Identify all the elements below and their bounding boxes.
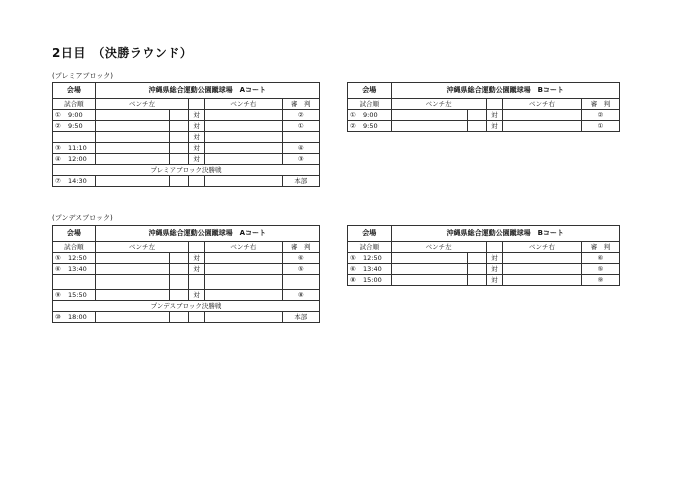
match-order-cell — [348, 121, 392, 132]
bench-right-cell — [503, 253, 582, 264]
bench-right-cell — [205, 264, 282, 275]
venue-name-cell: 沖縄県総合運動公園蹴球場 Aコート — [95, 226, 319, 242]
match-time: 13:40 — [68, 264, 87, 273]
premier-court-b-table — [347, 82, 620, 132]
bench-right-cell — [503, 110, 582, 121]
bench-left-score-cell — [170, 253, 189, 264]
bench-right-cell — [205, 312, 282, 323]
referee-cell: ② — [282, 110, 319, 121]
vs-cell: 対 — [189, 290, 205, 301]
order-header: 試合順 — [348, 242, 392, 253]
match-number: ⑥ — [55, 264, 61, 273]
bench-right-header: ベンチ右 — [205, 242, 282, 253]
bench-left-score-cell — [170, 143, 189, 154]
bundes-block-label: (プンデスブロック) — [52, 214, 113, 222]
vs-cell — [189, 275, 205, 290]
bench-right-cell — [205, 132, 282, 143]
match-row — [53, 275, 320, 290]
referee-cell: ④ — [282, 143, 319, 154]
match-order-cell — [53, 110, 96, 121]
final-label-row — [53, 301, 320, 312]
venue-row — [348, 226, 620, 242]
match-row — [53, 143, 320, 154]
vs-cell: 対 — [189, 154, 205, 165]
referee-cell: ⑨ — [581, 275, 619, 286]
bench-left-cell — [391, 264, 467, 275]
referee-cell: ② — [581, 110, 619, 121]
final-label-row — [53, 165, 320, 176]
premier-court-a-table — [52, 82, 320, 187]
bench-left-cell — [95, 143, 170, 154]
bench-right-cell — [205, 143, 282, 154]
bench-right-cell — [205, 275, 282, 290]
match-order-cell — [53, 143, 96, 154]
match-row — [348, 264, 620, 275]
bench-right-cell — [205, 121, 282, 132]
column-header-row — [53, 99, 320, 110]
vs-cell — [189, 312, 205, 323]
match-row — [348, 121, 620, 132]
column-header-row — [53, 242, 320, 253]
final-label-cell: プレミアブロック決勝戦 — [53, 165, 320, 176]
match-order-cell — [53, 121, 96, 132]
vs-cell: 対 — [486, 275, 502, 286]
match-number: ① — [350, 110, 356, 119]
match-order-cell — [53, 154, 96, 165]
match-row — [53, 253, 320, 264]
match-time: 15:00 — [363, 275, 382, 284]
venue-row — [348, 83, 620, 99]
vs-cell: 対 — [189, 143, 205, 154]
bench-right-header: ベンチ右 — [205, 99, 282, 110]
match-time: 14:30 — [68, 176, 87, 185]
vs-cell: 対 — [189, 132, 205, 143]
match-number: ② — [350, 121, 356, 130]
referee-cell: 本部 — [282, 176, 319, 187]
match-order-cell — [53, 264, 96, 275]
referee-header: 審 判 — [581, 99, 619, 110]
bench-right-header: ベンチ右 — [503, 242, 582, 253]
bundes-court-b-table — [347, 225, 620, 286]
referee-cell: ⑤ — [581, 264, 619, 275]
match-row — [53, 110, 320, 121]
bench-left-header: ベンチ左 — [95, 242, 188, 253]
match-row — [53, 132, 320, 143]
venue-header-cell: 会場 — [53, 226, 96, 242]
match-number: ⑦ — [55, 176, 61, 185]
venue-name-cell: 沖縄県総合運動公園蹴球場 Bコート — [391, 226, 619, 242]
vs-cell: 対 — [189, 253, 205, 264]
order-header: 試合順 — [53, 242, 96, 253]
match-order-cell — [53, 275, 96, 290]
referee-cell: ⑥ — [581, 253, 619, 264]
match-time: 9:50 — [363, 121, 378, 130]
bench-left-cell — [95, 275, 170, 290]
final-match-row — [53, 176, 320, 187]
vs-cell — [189, 176, 205, 187]
match-order-cell — [53, 132, 96, 143]
bench-right-cell — [205, 176, 282, 187]
bench-left-score-cell — [467, 110, 486, 121]
column-header-row — [348, 242, 620, 253]
vs-cell: 対 — [486, 110, 502, 121]
bench-left-cell — [391, 253, 467, 264]
match-order-cell — [348, 110, 392, 121]
bench-left-cell — [95, 312, 170, 323]
bench-left-cell — [391, 110, 467, 121]
match-number: ② — [55, 121, 61, 130]
match-order-cell — [53, 253, 96, 264]
vs-header-blank — [486, 99, 502, 110]
venue-name-cell: 沖縄県総合運動公園蹴球場 Aコート — [95, 83, 319, 99]
venue-header-cell: 会場 — [53, 83, 96, 99]
vs-cell: 対 — [189, 110, 205, 121]
bench-left-score-cell — [170, 176, 189, 187]
bench-right-header: ベンチ右 — [503, 99, 582, 110]
match-time: 12:50 — [68, 253, 87, 262]
match-row — [348, 275, 620, 286]
bench-right-cell — [205, 154, 282, 165]
match-order-cell — [53, 290, 96, 301]
match-time: 12:00 — [68, 154, 87, 163]
bench-left-score-cell — [170, 154, 189, 165]
match-number: ③ — [55, 143, 61, 152]
bench-left-header: ベンチ左 — [95, 99, 188, 110]
referee-cell: ⑥ — [282, 253, 319, 264]
bench-left-cell — [95, 132, 170, 143]
bench-left-score-cell — [170, 110, 189, 121]
referee-cell: ⑤ — [282, 264, 319, 275]
match-number: ④ — [55, 154, 61, 163]
bench-right-cell — [503, 121, 582, 132]
match-time: 9:50 — [68, 121, 83, 130]
match-number: ⑤ — [350, 253, 356, 262]
vs-cell: 対 — [486, 253, 502, 264]
match-time: 13:40 — [363, 264, 382, 273]
match-time: 18:00 — [68, 312, 87, 321]
bench-left-score-cell — [170, 275, 189, 290]
venue-row — [53, 83, 320, 99]
bundes-court-a-table — [52, 225, 320, 323]
vs-cell: 対 — [486, 264, 502, 275]
referee-cell: ① — [282, 121, 319, 132]
bench-left-score-cell — [467, 253, 486, 264]
bench-left-score-cell — [170, 312, 189, 323]
bench-left-cell — [95, 290, 170, 301]
bench-left-cell — [95, 110, 170, 121]
bench-left-cell — [391, 275, 467, 286]
order-header: 試合順 — [348, 99, 392, 110]
match-number: ⑧ — [350, 275, 356, 284]
bench-left-cell — [95, 264, 170, 275]
premier-block-label: (プレミアブロック) — [52, 72, 114, 80]
bench-right-cell — [503, 275, 582, 286]
venue-header-cell: 会場 — [348, 83, 392, 99]
bench-left-cell — [95, 121, 170, 132]
match-number: ⑨ — [55, 290, 61, 299]
match-row — [348, 110, 620, 121]
bench-left-score-cell — [467, 264, 486, 275]
column-header-row — [348, 99, 620, 110]
match-order-cell — [53, 312, 96, 323]
vs-cell: 対 — [189, 121, 205, 132]
bench-left-cell — [95, 176, 170, 187]
referee-cell: ① — [581, 121, 619, 132]
match-row — [53, 154, 320, 165]
bench-right-cell — [205, 110, 282, 121]
referee-cell: ③ — [282, 154, 319, 165]
match-row — [53, 290, 320, 301]
referee-cell: ⑧ — [282, 290, 319, 301]
bench-right-cell — [503, 264, 582, 275]
match-order-cell — [348, 253, 392, 264]
vs-cell: 対 — [486, 121, 502, 132]
venue-row — [53, 226, 320, 242]
match-number: ⑤ — [55, 253, 61, 262]
page-title: 2日目 （決勝ラウンド） — [52, 46, 193, 60]
order-header: 試合順 — [53, 99, 96, 110]
bench-left-header: ベンチ左 — [391, 242, 486, 253]
vs-cell: 対 — [189, 264, 205, 275]
bench-right-cell — [205, 253, 282, 264]
vs-header-blank — [486, 242, 502, 253]
venue-header-cell: 会場 — [348, 226, 392, 242]
referee-header: 審 判 — [581, 242, 619, 253]
bench-right-cell — [205, 290, 282, 301]
match-order-cell — [348, 275, 392, 286]
bench-left-cell — [391, 121, 467, 132]
bench-left-header: ベンチ左 — [391, 99, 486, 110]
match-time: 12:50 — [363, 253, 382, 262]
match-row — [348, 253, 620, 264]
vs-header-blank — [189, 242, 205, 253]
referee-cell — [282, 132, 319, 143]
bench-left-score-cell — [170, 121, 189, 132]
referee-header: 審 判 — [282, 99, 319, 110]
match-time: 11:10 — [68, 143, 87, 152]
bench-left-cell — [95, 154, 170, 165]
bench-left-score-cell — [467, 121, 486, 132]
match-order-cell — [53, 176, 96, 187]
bench-left-score-cell — [170, 290, 189, 301]
match-time: 15:50 — [68, 290, 87, 299]
bench-left-cell — [95, 253, 170, 264]
match-time: 9:00 — [68, 110, 83, 119]
bench-left-score-cell — [170, 264, 189, 275]
referee-cell — [282, 275, 319, 290]
match-number: ① — [55, 110, 61, 119]
match-number: ⑥ — [350, 264, 356, 273]
final-match-row — [53, 312, 320, 323]
referee-cell: 本部 — [282, 312, 319, 323]
match-number: ⑩ — [55, 312, 61, 321]
match-time: 9:00 — [363, 110, 378, 119]
final-label-cell: プンデスブロック決勝戦 — [53, 301, 320, 312]
bench-left-score-cell — [467, 275, 486, 286]
match-row — [53, 121, 320, 132]
bench-left-score-cell — [170, 132, 189, 143]
match-row — [53, 264, 320, 275]
match-order-cell — [348, 264, 392, 275]
venue-name-cell: 沖縄県総合運動公園蹴球場 Bコート — [391, 83, 619, 99]
referee-header: 審 判 — [282, 242, 319, 253]
vs-header-blank — [189, 99, 205, 110]
